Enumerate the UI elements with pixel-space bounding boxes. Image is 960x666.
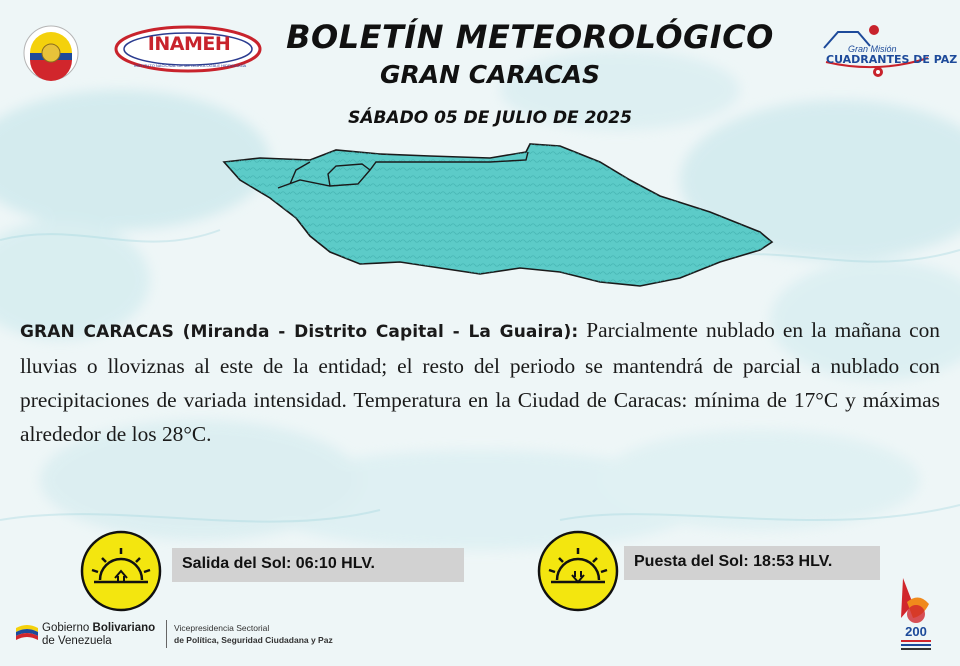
bolivariano-word: Bolivariano — [92, 622, 156, 634]
forecast-text — [20, 313, 940, 451]
gran-caracas-map — [200, 140, 790, 290]
vicepresidencia-line1: Vicepresidencia Sectorial — [174, 623, 270, 633]
forecast-body: Parcialmente nublado en la mañana con lluvias o lloviznas al este de la entidad; el resto del periodo se mantendrá de parcial a nublado con precipitaciones de variada intensidad. Temperatura en la Ciudad de Caracas: mínima de 17°C y máximas alrededor de los 28°C. — [20, 318, 940, 446]
gobierno-word: Gobierno — [42, 622, 93, 634]
sunset-box: Puesta del Sol: 18:53 HLV. — [624, 546, 880, 580]
forecast-region: GRAN CARACAS (Miranda - Distrito Capital - La Guaira): — [20, 322, 579, 342]
footer-divider — [166, 620, 167, 648]
bicentenario-logo — [893, 574, 939, 658]
cuadrantes-label: CUADRANTES DE PAZ — [826, 53, 958, 66]
inameh-subtitle: INSTITUTO NACIONAL DE METEOROLOGÍA E HIDROLOGÍA — [133, 63, 247, 68]
bulletin-title: BOLETÍN METEOROLÓGICO — [286, 18, 774, 56]
venezuela-flag-icon — [14, 622, 40, 644]
sunrise-box: Salida del Sol: 06:10 HLV. — [172, 548, 464, 582]
inameh-wordmark: INAMEH — [147, 33, 231, 55]
svg-text:200: 200 — [905, 624, 927, 639]
bulletin-date: SÁBADO 05 DE JULIO DE 2025 — [348, 108, 632, 128]
gobierno-line1 — [42, 622, 155, 634]
region-title: GRAN CARACAS — [380, 60, 600, 89]
sunset-icon — [537, 530, 619, 612]
gobierno-line2: de Venezuela — [42, 635, 112, 647]
gran-mision-label: Gran Misión — [848, 44, 897, 54]
sunrise-icon — [80, 530, 162, 612]
government-seal-logo — [16, 24, 86, 82]
vicepresidencia-line2: de Política, Seguridad Ciudadana y Paz — [174, 635, 333, 645]
